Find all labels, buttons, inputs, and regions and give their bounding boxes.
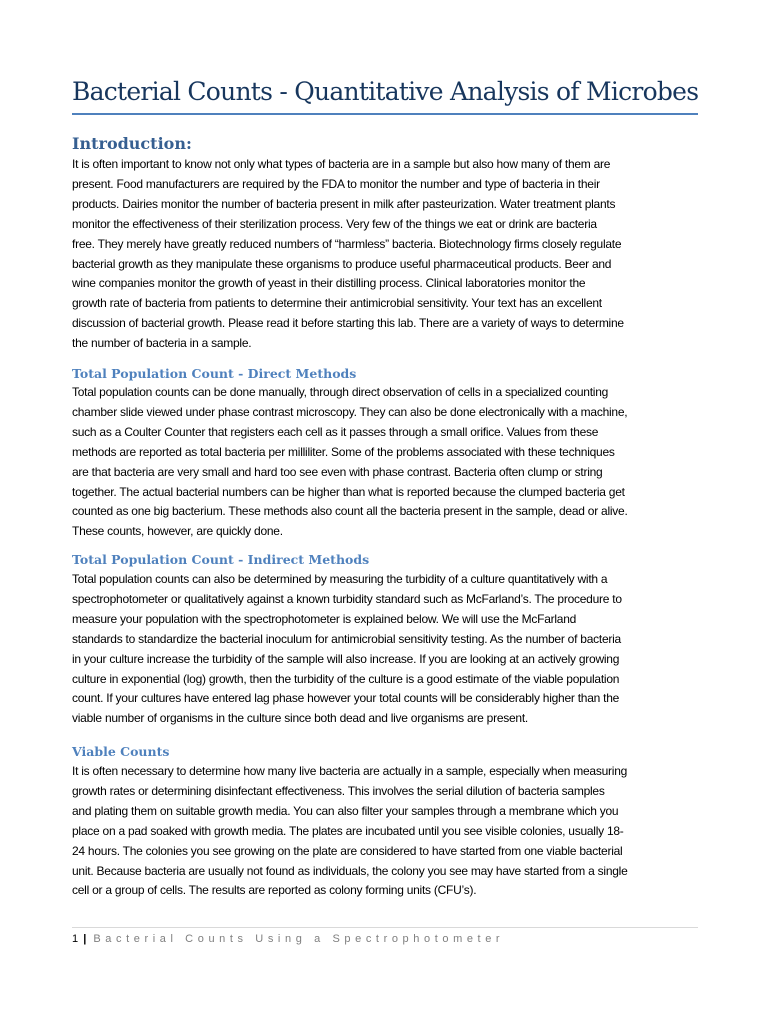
paragraph-line: together. The actual bacterial numbers can be higher than what is reported because the clumped bacteria get [72,484,625,499]
paragraph-line: growth rates or determining disinfectant effectiveness. This involves the serial dilution of bacteria samples [72,783,605,798]
paragraph-line: measure your population with the spectrophotometer is explained below. We will use the McFarland [72,611,577,626]
paragraph-line: monitor the effectiveness of their sterilization process. Very few of the things we eat or drink are bacteria [72,216,597,231]
paragraph-line: cell or a group of cells. The results are reported as colony forming units (CFU’s). [72,883,477,898]
section-heading-introduction: Introduction: [72,134,192,153]
section-heading-indirect-methods: Total Population Count - Indirect Methods [72,552,370,567]
paragraph-line: free. They merely have greatly reduced numbers of “harmless” bacteria. Biotechnology firms closely regulate [72,236,622,251]
paragraph-line: methods are reported as total bacteria per milliliter. Some of the problems associated with these techniques [72,444,615,459]
paragraph-line: present. Food manufacturers are required by the FDA to monitor the number and type of bacteria in their [72,176,600,191]
document-page [72,0,698,1024]
paragraph-line: spectrophotometer or qualitatively against a known turbidity standard such as McFarland’s. The procedure to [72,591,622,606]
paragraph-line: 24 hours. The colonies you see growing on the plate are considered to have started from one viable bacterial [72,843,623,858]
section-body-viable-counts [72,762,698,901]
section-heading-direct-methods: Total Population Count - Direct Methods [72,366,357,381]
paragraph-line: and plating them on suitable growth media. You can also filter your samples through a membrane which you [72,803,619,818]
page-footer [72,931,504,947]
paragraph-line: are that bacteria are very small and hard too see even with phase contrast. Bacteria often clump or string [72,464,603,479]
section-heading-viable-counts: Viable Counts [72,744,170,759]
running-title: Bacterial Counts Using a Spectrophotometer [93,933,505,945]
paragraph-line: viable number of organisms in the culture since both dead and live organisms are present. [72,711,529,726]
paragraph-line: in your culture increase the turbidity of the sample will also increase. If you are looking at an actively growing [72,651,620,666]
paragraph-line: It is often important to know not only what types of bacteria are in a sample but also how many of them are [72,157,611,171]
paragraph-line: growth rate of bacteria from patients to determine their antimicrobial sensitivity. Your text has an excellent [72,296,602,311]
paragraph-line: bacterial growth as they manipulate these organisms to produce useful pharmaceutical products. Beer and [72,256,612,271]
footer-divider [72,927,698,928]
title-divider [72,113,698,115]
paragraph-line: count. If your cultures have entered lag phase however your total counts will be considerably higher than the [72,691,620,706]
paragraph-line: products. Dairies monitor the number of bacteria present in milk after pasteurization. Water treatment plants [72,196,616,211]
document-title: Bacterial Counts - Quantitative Analysis of Microbes [72,77,699,106]
paragraph-line: Total population counts can also be determined by measuring the turbidity of a culture quantitatively with a [72,572,608,586]
footer-separator: | [83,933,87,945]
paragraph-line: These counts, however, are quickly done. [72,524,283,539]
paragraph-line: chamber slide viewed under phase contrast microscopy. They can also be done electronically with a machine, [72,404,628,419]
paragraph-line: such as a Coulter Counter that registers each cell as it passes through a small orifice. Values from these [72,424,599,439]
paragraph-line: unit. Because bacteria are usually not found as individuals, the colony you see may have started from a single [72,863,628,878]
section-body-direct-methods [72,383,698,542]
paragraph-line: the number of bacteria in a sample. [72,336,252,351]
paragraph-line: place on a pad soaked with growth media. The plates are incubated until you see visible colonies, usually 18- [72,823,624,838]
paragraph-line: Total population counts can be done manually, through direct observation of cells in a specialized counting [72,385,609,399]
paragraph-line: standards to standardize the bacterial inoculum for antimicrobial sensitivity testing. As the number of bacteria [72,631,621,646]
section-body-indirect-methods [72,570,698,729]
page-number: 1 [72,933,79,945]
paragraph-line: discussion of bacterial growth. Please read it before starting this lab. There are a variety of ways to determine [72,316,624,331]
paragraph-line: It is often necessary to determine how many live bacteria are actually in a sample, especially when measuring [72,764,628,778]
paragraph-line: culture in exponential (log) growth, then the turbidity of the culture is a good estimate of the viable population [72,671,620,686]
paragraph-line: wine companies monitor the growth of yeast in their distilling process. Clinical laboratories monitor the [72,276,586,291]
paragraph-line: counted as one big bacterium. These methods also count all the bacteria present in the sample, dead or alive. [72,504,628,519]
section-body-introduction [72,155,698,354]
